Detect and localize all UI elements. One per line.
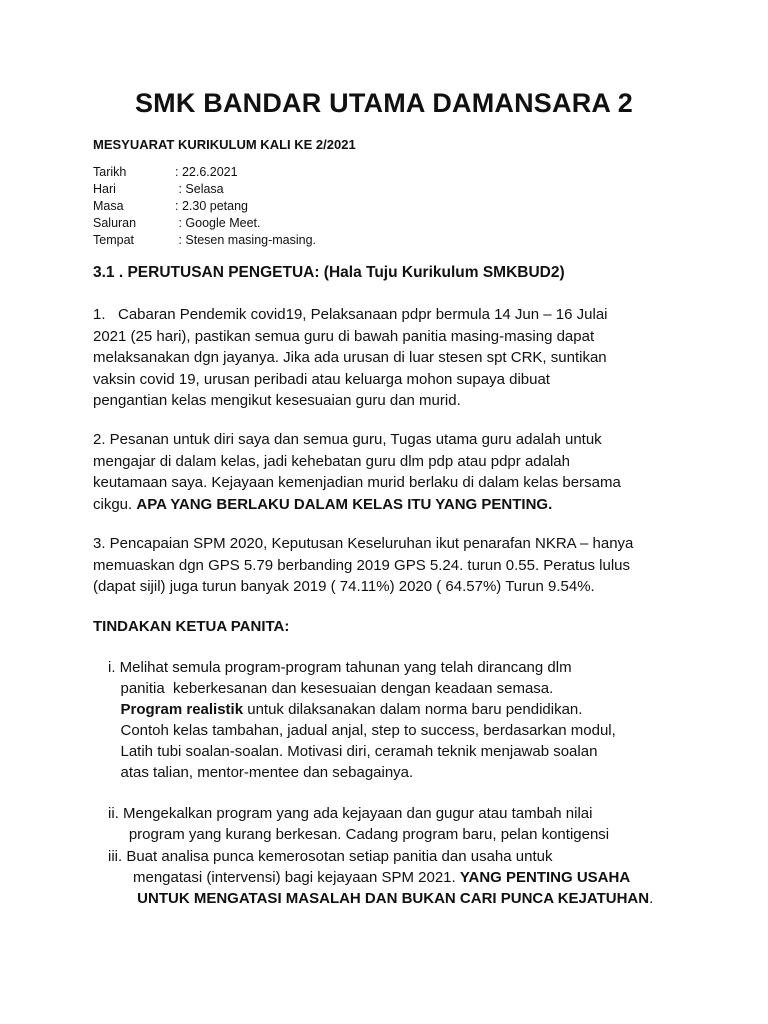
list-line: i. Melihat semula program-program tahunan yang telah dirancang dlm <box>108 659 572 676</box>
list-text: untuk dilaksanakan dalam norma baru pendidikan. <box>243 701 583 718</box>
meta-label: Masa <box>93 199 124 213</box>
action-heading: TINDAKAN KETUA PANITA: <box>93 618 290 635</box>
meeting-subtitle: MESYUARAT KURIKULUM KALI KE 2/2021 <box>93 137 356 152</box>
action-item-1 <box>108 657 616 783</box>
paragraph-line: 2. Pesanan untuk diri saya dan semua guru, Tugas utama guru adalah untuk <box>93 431 602 448</box>
paragraph-line: memuaskan dgn GPS 5.79 berbanding 2019 GPS 5.24. turun 0.55. Peratus lulus <box>93 556 631 574</box>
meta-label: Hari <box>93 182 116 196</box>
paragraph-1 <box>93 304 693 412</box>
paragraph-line <box>93 494 693 516</box>
emphasis-text: Program realistik <box>108 701 244 718</box>
meta-label: Saluran <box>93 216 137 230</box>
list-line: Latih tubi soalan-soalan. Motivasi diri, ceramah teknik menjawab soalan <box>108 743 598 760</box>
action-item-3 <box>108 846 653 909</box>
meta-label: Tarikh <box>93 165 127 179</box>
paragraph-line: keutamaan saya. Kejayaan kemenjadian murid berlaku di dalam kelas bersama <box>93 474 621 491</box>
emphasis-text: YANG PENTING USAHA <box>459 869 631 886</box>
section-title: 3.1 . PERUTUSAN PENGETUA: (Hala Tuju Kurikulum SMKBUD2) <box>93 264 565 281</box>
paragraph-line: pengantian kelas mengikut kesesuaian guru dan murid. <box>93 392 461 409</box>
emphasis-text: APA YANG BERLAKU DALAM KELAS ITU YANG PENTING. <box>136 495 553 513</box>
school-title: SMK BANDAR UTAMA DAMANSARA 2 <box>134 88 634 118</box>
paragraph-text: cikgu. <box>93 495 137 513</box>
action-item-2 <box>108 803 609 845</box>
paragraph-line: vaksin covid 19, urusan peribadi atau keluarga mohon supaya dibuat <box>93 370 550 388</box>
list-text: mengatasi (intervensi) bagi kejayaan SPM 2021. <box>108 869 460 886</box>
paragraph-2 <box>93 429 693 515</box>
paragraph-line: 2021 (25 hari), pastikan semua guru di bawah panitia masing-masing dapat <box>93 327 595 345</box>
paragraph-line: melaksanakan dgn jayanya. Jika ada urusan di luar stesen spt CRK, suntikan <box>93 349 607 366</box>
paragraph-3 <box>93 533 693 598</box>
emphasis-text: UNTUK MENGATASI MASALAH DAN BUKAN CARI PUNCA KEJATUHAN <box>108 890 650 907</box>
paragraph-line: 3. Pencapaian SPM 2020, Keputusan Keseluruhan ikut penarafan NKRA – hanya <box>93 535 634 552</box>
paragraph-line: mengajar di dalam kelas, jadi kehebatan guru dlm pdp atau pdpr adalah <box>93 452 570 470</box>
meta-row-date <box>93 164 316 181</box>
list-line: iii. Buat analisa punca kemerosotan setiap panitia dan usaha untuk <box>108 848 553 865</box>
meta-row-channel <box>93 215 316 232</box>
list-text: . <box>649 890 654 907</box>
meta-label: Tempat <box>93 233 134 247</box>
paragraph-line: 1. Cabaran Pendemik covid19, Pelaksanaan pdpr bermula 14 Jun – 16 Julai <box>93 306 608 323</box>
meeting-details <box>93 164 316 249</box>
meta-value: : Google Meet. <box>175 216 261 230</box>
paragraph-line: (dapat sijil) juga turun banyak 2019 ( 74.11%) 2020 ( 64.57%) Turun 9.54%. <box>93 578 595 595</box>
meta-value: : Stesen masing-masing. <box>175 233 317 247</box>
meta-value: : 2.30 petang <box>175 199 248 213</box>
meta-value: : 22.6.2021 <box>175 165 238 179</box>
list-line: panitia keberkesanan dan kesesuaian dengan keadaan semasa. <box>108 680 554 697</box>
list-line <box>108 699 616 720</box>
meta-value: : Selasa <box>175 182 224 196</box>
list-line: program yang kurang berkesan. Cadang program baru, pelan kontigensi <box>108 826 610 843</box>
meta-row-time <box>93 198 316 215</box>
meta-row-place <box>93 232 316 249</box>
list-line: Contoh kelas tambahan, jadual anjal, step to success, berdasarkan modul, <box>108 722 616 739</box>
list-line <box>108 888 653 909</box>
list-line: atas talian, mentor-mentee dan sebagainya. <box>108 764 414 781</box>
list-line <box>108 867 653 888</box>
list-line: ii. Mengekalkan program yang ada kejayaan dan gugur atau tambah nilai <box>108 805 593 822</box>
meta-row-day <box>93 181 316 198</box>
